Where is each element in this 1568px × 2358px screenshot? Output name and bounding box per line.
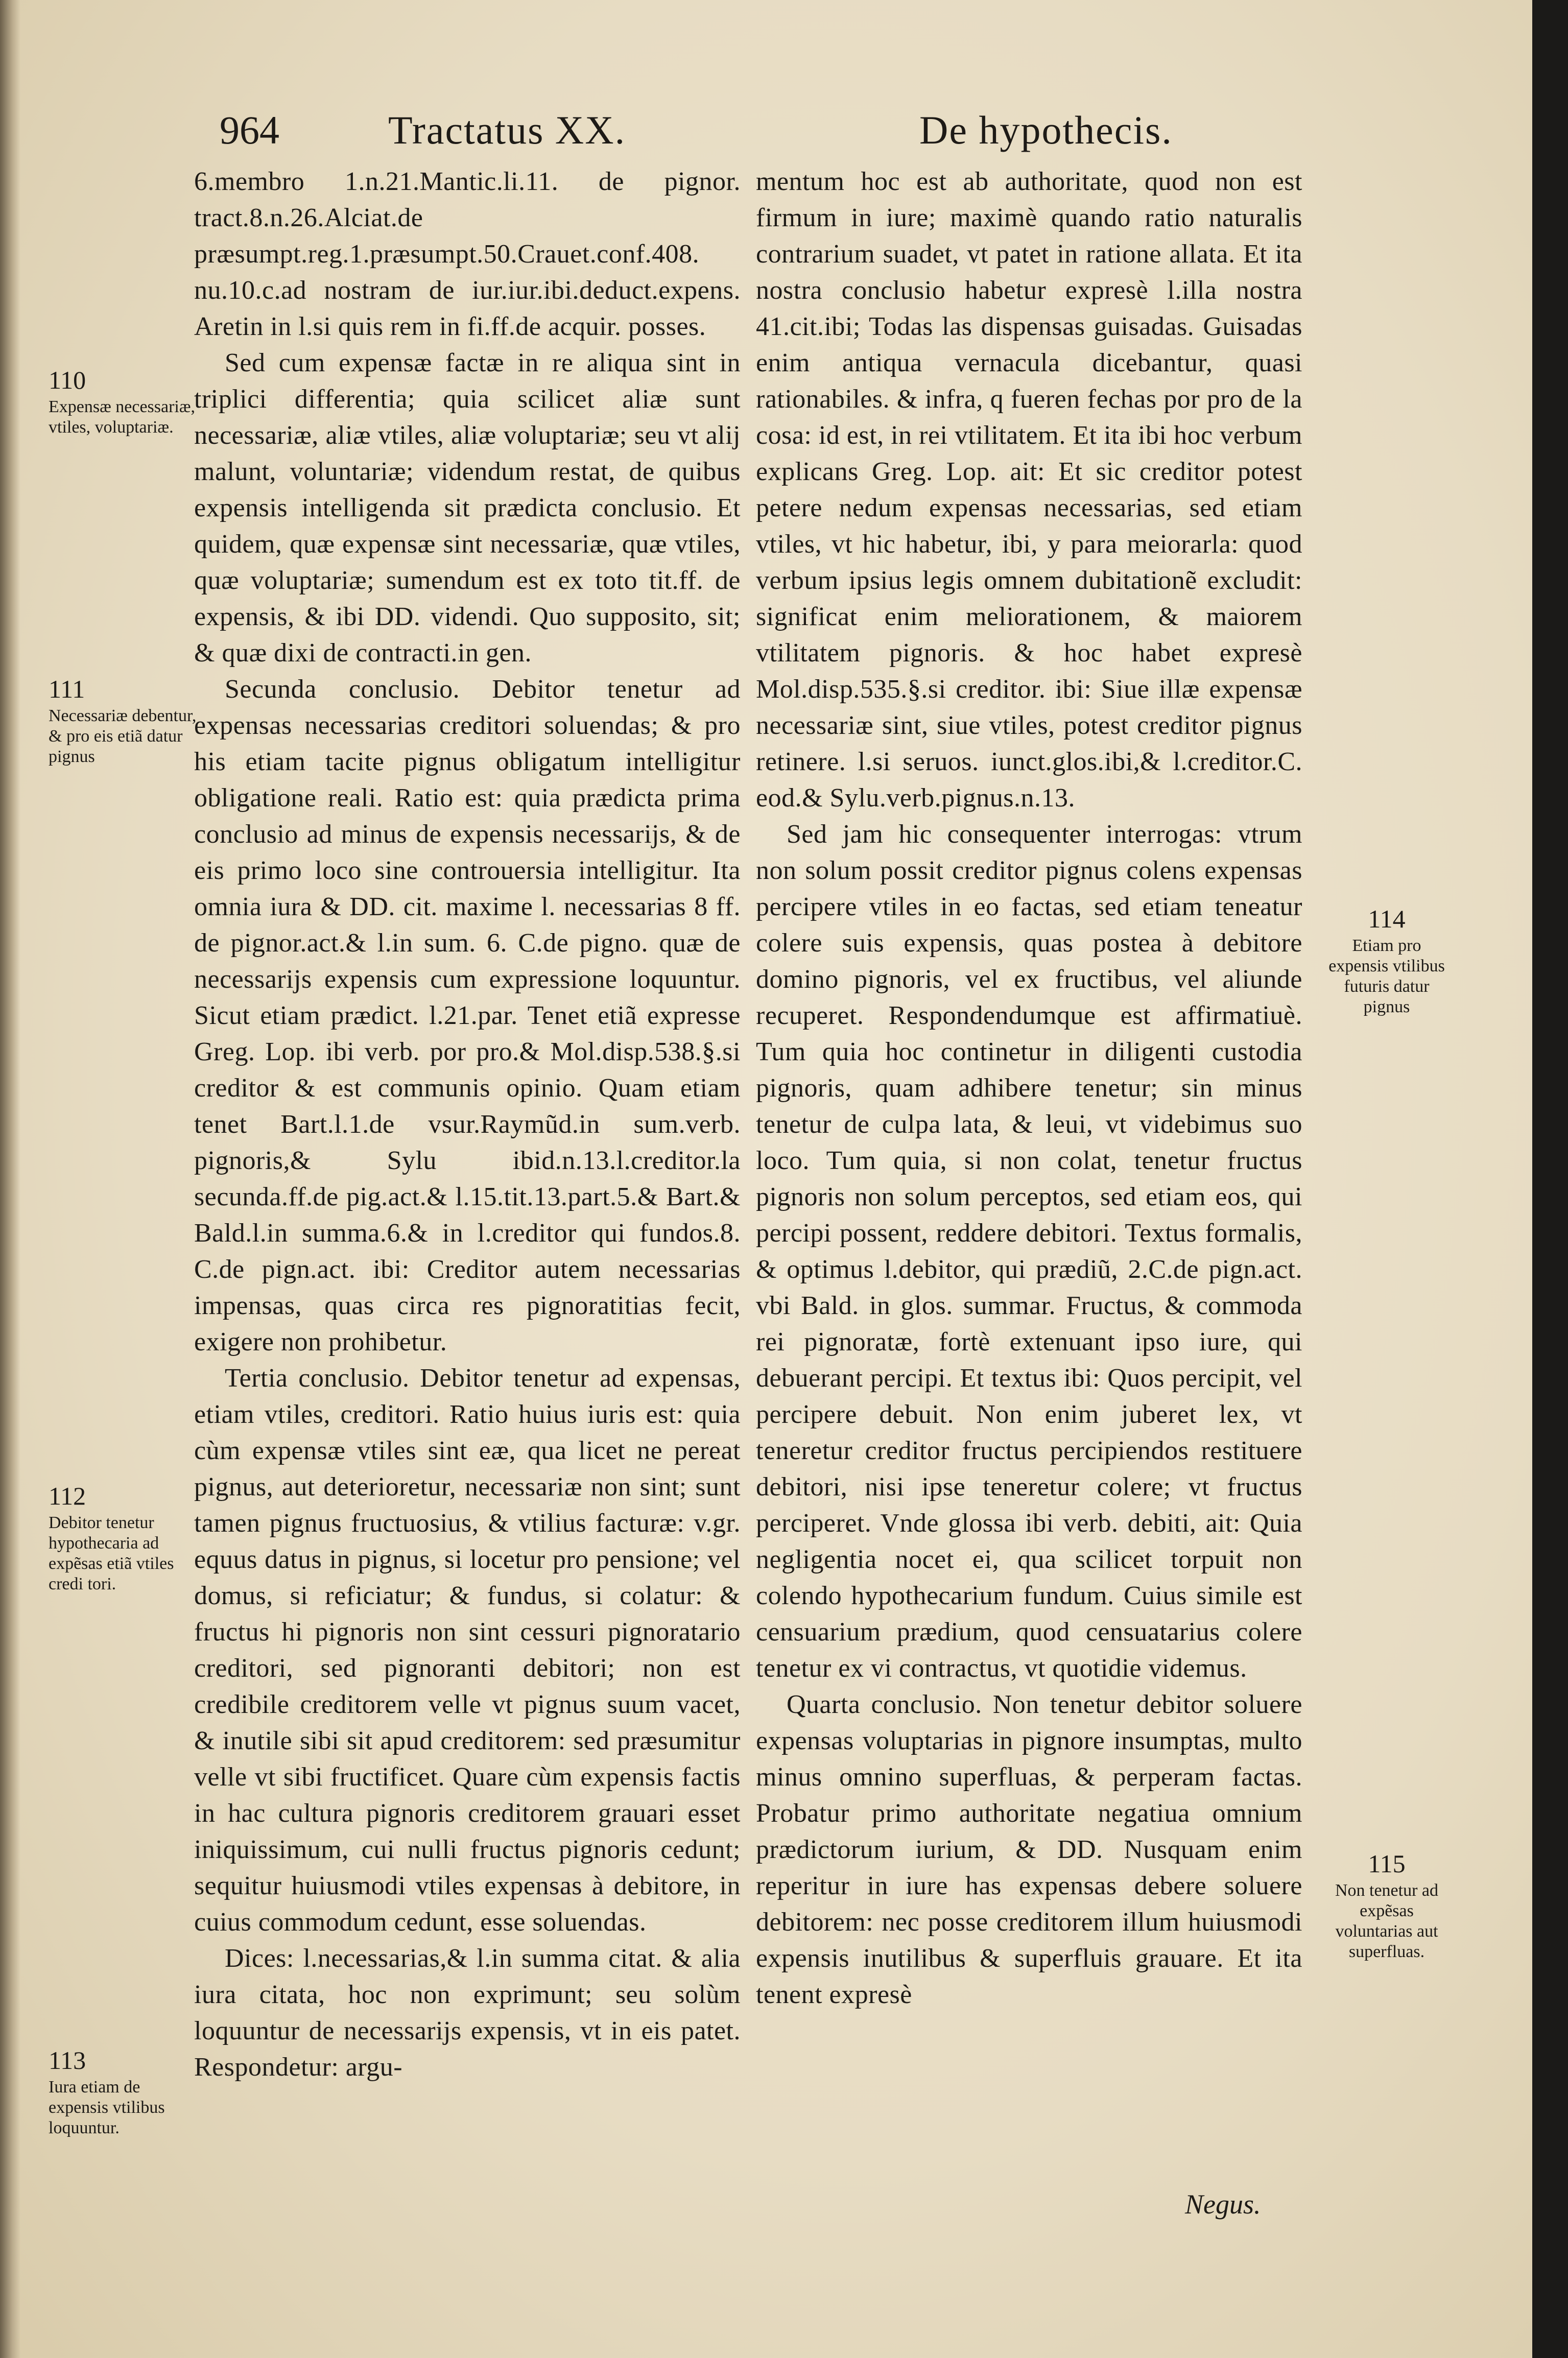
- margin-note-number: 115: [1368, 1849, 1406, 1878]
- margin-note-number: 114: [1368, 904, 1406, 933]
- margin-note-114: [1323, 904, 1451, 1017]
- paragraph: 6.membro 1.n.21.Mantic.li.11. de pignor. tract.8.n.26.Alciat.de præsumpt.reg.1.præsumpt.50.Crauet.conf.408. nu.10.c.ad nostram de iur.iur.ibi.deduct.expens. Aretin in l.si quis rem in fi.ff.de acquir. posses.: [194, 167, 741, 341]
- margin-note-number: 110: [49, 366, 86, 394]
- catchword: Negus.: [1185, 2189, 1261, 2220]
- running-header: [220, 107, 1343, 163]
- left-column: [194, 163, 741, 2085]
- margin-note-115: [1323, 1849, 1451, 1962]
- margin-note-text: Non tenetur ad expẽsas voluntarias aut superfluas.: [1335, 1881, 1439, 1961]
- header-title-right: De hypothecis.: [919, 108, 1173, 152]
- margin-note-112: [49, 1481, 197, 1594]
- margin-note-text: Debitor tenetur hypothecaria ad expẽsas etiã vtiles credi tori.: [49, 1513, 174, 1593]
- margin-note-number: 112: [49, 1482, 86, 1510]
- right-column: [756, 163, 1302, 2013]
- margin-note-number: 113: [49, 2046, 86, 2075]
- header-title-left: Tractatus XX.: [388, 108, 626, 152]
- margin-note-111: [49, 674, 197, 767]
- margin-note-text: Etiam pro expensis vtilibus futuris datur pignus: [1328, 936, 1445, 1016]
- margin-note-text: Expensæ necessariæ, vtiles, voluptariæ.: [49, 397, 196, 437]
- paragraph: Dices: l.necessarias,& l.in summa citat. & alia iura citata, hoc non exprimunt; seu solùm loquuntur de necessarijs expensis, vt in eis patet. Respondetur: argu-: [194, 1944, 741, 2082]
- paragraph: mentum hoc est ab authoritate, quod non est firmum in iure; maximè quando ratio naturalis contrarium suadet, vt patet in ratione allata. Et ita nostra conclusio habetur expresè l.illa nostra 41.cit.ibi; Todas las dispensas guisadas. Guisadas enim antiqua vernacula dicebantur, quasi rationabiles. & infra, q fueren fechas por pro de la cosa: id est, in rei vtilitatem. Et ita ibi hoc verbum explicans Greg. Lop. ait: Et sic creditor potest petere nedum expensas necessarias, sed etiam vtiles, vt hic habetur, ibi, y para meiorarla: quod verbum ipsius legis omnem dubitationẽ excludit: significat enim meliorationem, & maiorem vtilitatem pignoris. & hoc habet expresè Mol.disp.535.§.si creditor. ibi: Siue illæ expensæ necessariæ sint, siue vtiles, potest creditor pignus retinere. l.si seruos. iunct.glos.ibi,& l.creditor.C. eod.& Sylu.verb.pignus.n.13.: [756, 167, 1302, 813]
- margin-note-text: Necessariæ debentur, & pro eis etiã datur pignus: [49, 706, 197, 766]
- margin-note-113: [49, 2045, 197, 2138]
- page-number: 964: [220, 108, 279, 152]
- paragraph: Quarta conclusio. Non tenetur debitor soluere expensas voluptarias in pignore insumptas, multo minus omnino superfluas, & perperam factas. Probatur primo authoritate negatiua omnium prædictorum iurium, & DD. Nusquam enim reperitur in iure has expensas debere soluere debitorem: nec posse creditorem illum huiusmodi expensis inutilibus & superfluis grauare. Et ita tenent expresè: [756, 1690, 1302, 2009]
- margin-note-text: Iura etiam de expensis vtilibus loquuntur.: [49, 2078, 165, 2137]
- paragraph: Secunda conclusio. Debitor tenetur ad expensas necessarias creditori soluendas; & pro his etiam tacite pignus obligatum intelligitur obligatione reali. Ratio est: quia prædicta prima conclusio ad minus de expensis necessarijs, & de eis primo loco sine controuersia intelligitur. Ita omnia iura & DD. cit. maxime l. necessarias 8 ff. de pignor.act.& l.in sum. 6. C.de pigno. quæ de necessarijs expensis cum expressione loquuntur. Sicut etiam prædict. l.21.par. Tenet etiã expresse Greg. Lop. ibi verb. por pro.& Mol.disp.538.§.si creditor & est communis opinio. Quam etiam tenet Bart.l.1.de vsur.Raymũd.in sum.verb. pignoris,& Sylu ibid.n.13.l.creditor.la secunda.ff.de pig.act.& l.15.tit.13.part.5.& Bart.& Bald.l.in summa.6.& in l.creditor qui fundos.8. C.de pign.act. ibi: Creditor autem necessarias impensas, quas circa res pignoratitias fecit, exigere non prohibetur.: [194, 675, 741, 1356]
- paragraph: Sed jam hic consequenter interrogas: vtrum non solum possit creditor pignus colens expensas percipere vtiles in eo factas, sed etiam teneatur colere suis expensis, quas postea à debitore domino pignoris, vel ex fructibus, vel aliunde recuperet. Respondendumque est affirmatiuè. Tum quia hoc continetur in diligenti custodia pignoris, quam adhibere tenetur; sin minus tenetur de culpa lata, & leui, vt videbimus suo loco. Tum quia, si non colat, tenetur fructus pignoris non solum perceptos, sed etiam eos, qui percipi possent, reddere debitori. Textus formalis, & optimus l.debitor, qui prædiũ, 2.C.de pign.act. vbi Bald. in glos. summar. Fructus, & commoda rei pignoratæ, fortè extenuant ipso iure, qui debuerant percipi. Et textus ibi: Quos percipit, vel percipere debuit. Non enim juberet lex, vt teneretur creditor fructus percipiendos restituere debitori, nisi ipse teneretur colere; vt fructus perciperet. Vnde glossa ibi verb. debiti, ait: Quia negligentia nocet ei, qua scilicet torpuit non colendo hypothecarium fundum. Cuius simile est censuarium prædium, quod censuatarius colere tenetur ex vi contractus, vt quotidie videmus.: [756, 820, 1302, 1683]
- page-gutter: [0, 0, 20, 2358]
- paragraph: Tertia conclusio. Debitor tenetur ad expensas, etiam vtiles, creditori. Ratio huius iuris est: quia cùm expensæ vtiles sint eæ, qua licet ne pereat pignus, aut deterioretur, necessariæ non sint; sunt tamen pignus fructuosius, & vtilius facturæ: v.gr. equus datus in pignus, si locetur pro pensione; vel domus, si reficiatur; & fundus, si colatur: & fructus hi pignoris non sint cessuri pignoratario creditori, sed pignoranti debitori; non est credibile creditorem velle vt pignus suum vacet, & inutile sibi sit apud creditorem: sed præsumitur velle vt sibi fructificet. Quare cùm expensis factis in hac cultura pignoris creditorem grauari esset iniquissimum, cui nulli fructus pignoris cedunt; sequitur huiusmodi vtiles expensas à debitore, in cuius commodum cedunt, esse soluendas.: [194, 1364, 741, 1937]
- paragraph: Sed cum expensæ factæ in re aliqua sint in triplici differentia; quia scilicet aliæ sunt necessariæ, aliæ vtiles, aliæ voluptariæ; seu vt alij malunt, voluntariæ; videndum restat, de quibus expensis intelligenda sit prædicta conclusio. Et quidem, quæ expensæ sint necessariæ, quæ vtiles, quæ voluptariæ; sumendum est ex toto tit.ff. de expensis, & ibi DD. videndi. Quo supposito, sit; & quæ dixi de contracti.in gen.: [194, 348, 741, 668]
- margin-note-110: [49, 365, 197, 438]
- margin-note-number: 111: [49, 675, 85, 703]
